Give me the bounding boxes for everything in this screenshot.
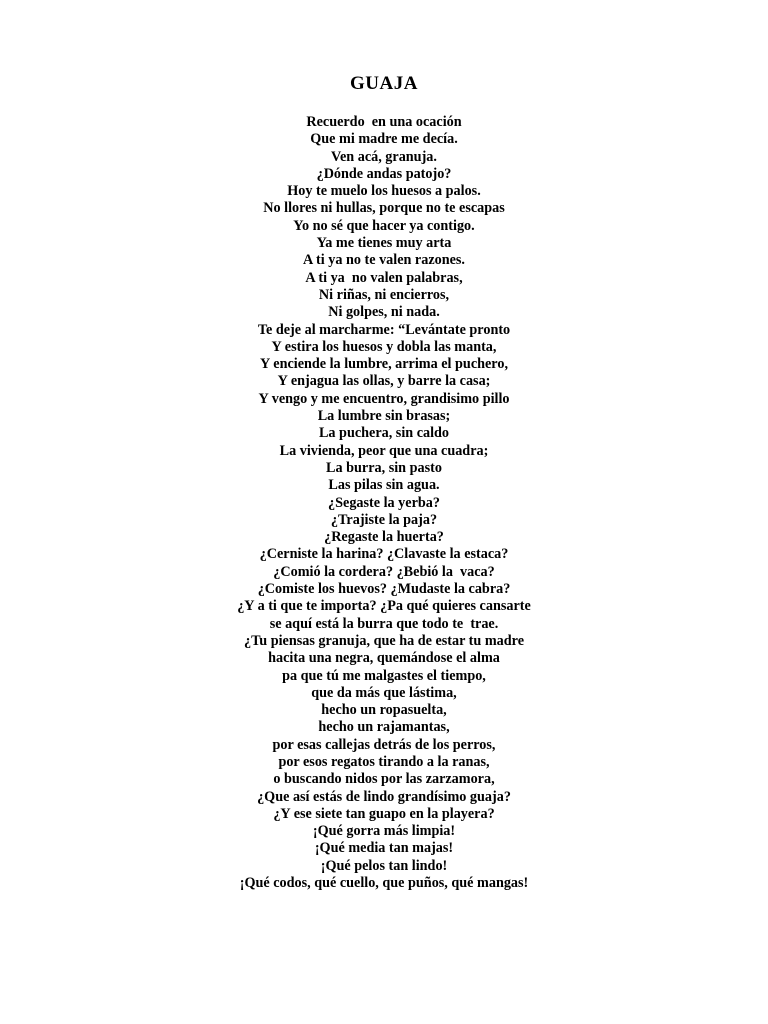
poem-line: ¡Qué pelos tan lindo!	[320, 857, 448, 874]
poem-line: Te deje al marcharme: “Levántate pronto	[257, 321, 511, 338]
poem-line: Y enciende la lumbre, arrima el puchero,	[260, 356, 508, 373]
poem-line: ¡Qué codos, qué cuello, que puños, qué mangas!	[239, 875, 529, 892]
poem-line: Hoy te muelo los huesos a palos.	[287, 183, 481, 200]
poem-line: que da más que lástima,	[311, 684, 457, 701]
poem-line: ¿Comió la cordera? ¿Bebió la vaca?	[273, 563, 495, 580]
poem-line: Ven acá, granuja.	[331, 148, 437, 165]
poem-line: ¿Cerniste la harina? ¿Clavaste la estaca?	[259, 546, 509, 563]
poem-title: GUAJA	[350, 73, 418, 94]
poem-line: ¿Y ese siete tan guapo en la playera?	[273, 805, 495, 822]
poem-line: La burra, sin pasto	[326, 459, 442, 476]
poem-line: ¿Y a ti que te importa? ¿Pa qué quieres cansarte	[237, 598, 531, 615]
poem-line: ¿Segaste la yerba?	[328, 494, 440, 511]
poem-line: por esas callejas detrás de los perros,	[272, 736, 496, 753]
poem-line: o buscando nidos por las zarzamora,	[273, 771, 495, 788]
poem-line: ¿Tu piensas granuja, que ha de estar tu madre	[244, 632, 524, 649]
poem-line: La vivienda, peor que una cuadra;	[279, 442, 489, 459]
poem-line: pa que tú me malgastes el tiempo,	[282, 667, 486, 684]
poem-line: Y enjagua las ollas, y barre la casa;	[277, 373, 491, 390]
poem-line: Y vengo y me encuentro, grandisimo pillo	[258, 390, 510, 407]
poem-line: ¡Qué media tan majas!	[314, 840, 454, 857]
poem-line: Yo no sé que hacer ya contigo.	[293, 217, 475, 234]
poem-line: Recuerdo en una ocación	[306, 114, 462, 130]
poem-line: A ti ya no te valen razones.	[303, 252, 465, 269]
poem-line: Que mi madre me decía.	[310, 131, 458, 148]
poem-line: ¿Comiste los huevos? ¿Mudaste la cabra?	[257, 581, 511, 598]
poem-line: hecho un ropasuelta,	[321, 702, 447, 719]
poem-line: ¿Que así estás de lindo grandísimo guaja?	[257, 788, 511, 805]
poem-line: Ya me tienes muy arta	[316, 235, 452, 252]
poem-line: ¡Qué gorra más limpia!	[312, 823, 456, 840]
poem-line: Ni golpes, ni nada.	[328, 304, 440, 321]
poem-line: Y estira los huesos y dobla las manta,	[271, 338, 497, 355]
poem-line: La lumbre sin brasas;	[317, 408, 451, 425]
poem-line: se aquí está la burra que todo te trae.	[269, 615, 499, 632]
poem-body	[0, 114, 768, 892]
poem-line: por esos regatos tirando a la ranas,	[278, 753, 490, 770]
poem-line: hecho un rajamantas,	[318, 719, 450, 736]
poem-line: hacita una negra, quemándose el alma	[268, 650, 500, 667]
poem-line: ¿Regaste la huerta?	[324, 529, 444, 546]
poem-line: La puchera, sin caldo	[318, 425, 450, 442]
poem-line: Las pilas sin agua.	[328, 477, 440, 494]
poem-line: No llores ni hullas, porque no te escapas	[263, 200, 505, 217]
poem-line: A ti ya no valen palabras,	[305, 269, 463, 286]
poem-line: Ni riñas, ni encierros,	[318, 286, 450, 303]
poem-line: ¿Dónde andas patojo?	[316, 165, 452, 182]
poem-line: ¿Trajiste la paja?	[330, 511, 438, 528]
